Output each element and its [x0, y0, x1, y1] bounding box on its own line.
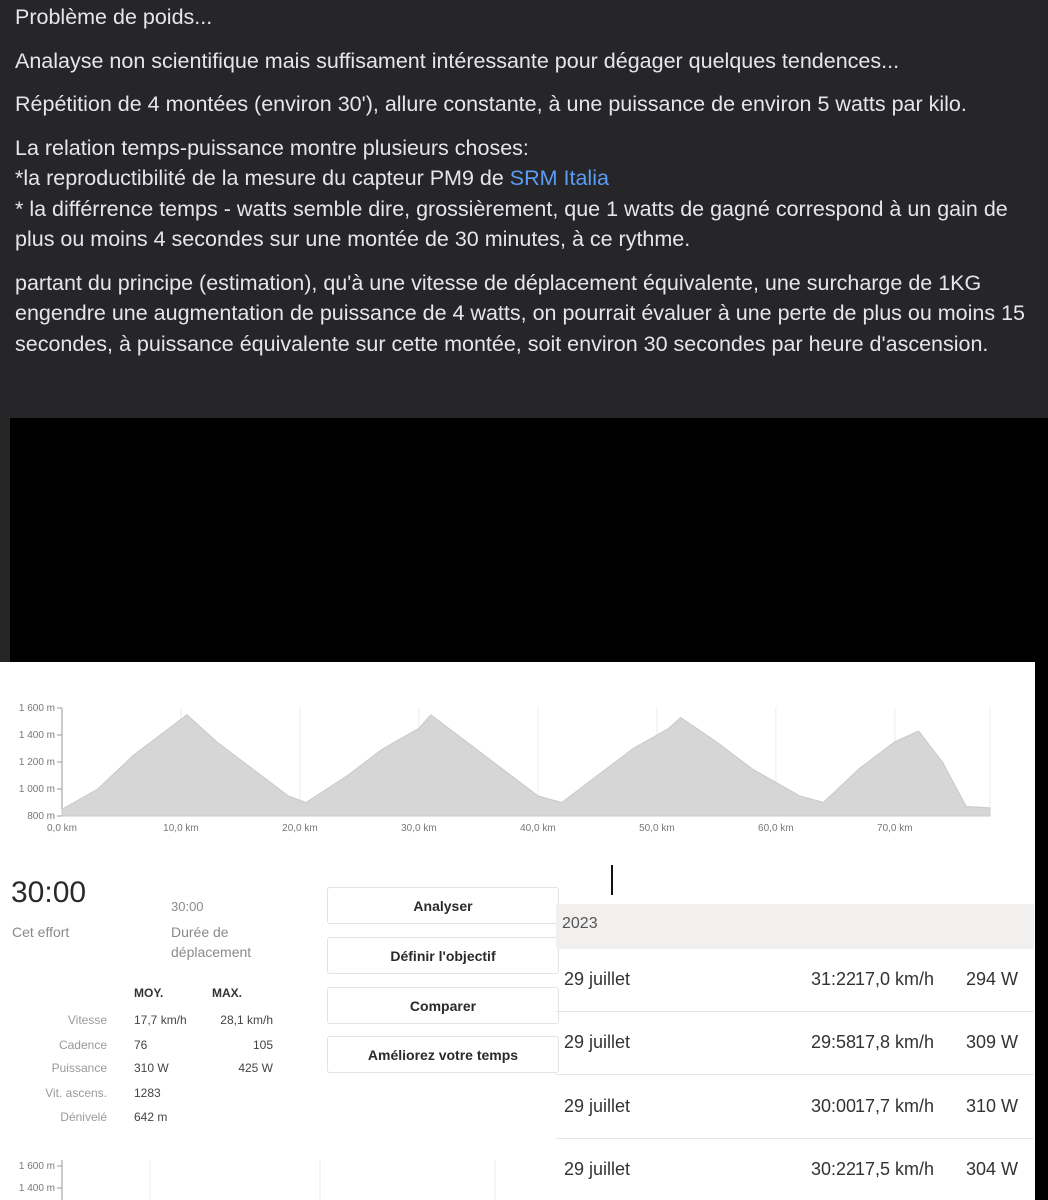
history-date: 29 juillet	[564, 1096, 631, 1116]
srm-italia-link[interactable]: SRM Italia	[509, 166, 609, 190]
history-date: 29 juillet	[564, 1159, 631, 1179]
compare-button[interactable]: Comparer	[327, 987, 559, 1024]
y-tick-label: 1 200 m	[18, 757, 55, 768]
history-date: 29 juillet	[564, 1032, 631, 1052]
stat-avg-elevation: 642 m	[134, 1110, 168, 1124]
x-tick-label: 70,0 km	[877, 823, 913, 834]
media-gutter	[0, 418, 10, 662]
y-tick-label: 1 600 m	[18, 703, 55, 714]
x-tick-label: 20,0 km	[282, 823, 318, 834]
stat-label-power: Puissance	[51, 1061, 107, 1075]
stat-avg-vam: 1283	[134, 1086, 161, 1100]
post-line: * la différrence temps - watts semble dire, grossièrement, que 1 watts de gagné correspond à un gain de plus ou moins 4 secondes sur une montée de 30 minutes, à ce rythme.	[15, 196, 1008, 251]
post-line: *la reproductibilité de la mesure du capteur PM9 de	[15, 166, 510, 190]
segment-elevation-chart	[0, 1156, 545, 1200]
elevation-area	[62, 715, 990, 816]
x-tick-label: 30,0 km	[401, 823, 437, 834]
history-date: 29 juillet	[564, 969, 631, 989]
improve-time-button[interactable]: Améliorez votre temps	[327, 1036, 559, 1073]
x-tick-label: 60,0 km	[758, 823, 794, 834]
stat-label-vam: Vit. ascens.	[45, 1086, 107, 1100]
history-power: 304 W	[965, 1159, 1018, 1179]
post-paragraph-2: Répétition de 4 montées (environ 30'), allure constante, à une puissance de environ 5 watts par kilo.	[15, 92, 967, 116]
set-goal-button[interactable]: Définir l'objectif	[327, 937, 559, 974]
history-row[interactable]	[556, 1139, 1034, 1200]
stat-max-power: 425 W	[238, 1061, 273, 1075]
y-tick-label: 1 400 m	[18, 1183, 55, 1194]
y-tick-label: 1 600 m	[18, 1161, 55, 1172]
post-paragraph-1: Analayse non scientifique mais suffisament intéressante pour dégager quelques tendences...	[15, 48, 900, 73]
x-tick-label: 0,0 km	[46, 823, 78, 834]
y-tick-label: 800 m	[27, 811, 55, 822]
elevation-profile-chart	[0, 692, 1000, 842]
history-row[interactable]	[556, 1012, 1034, 1075]
stats-header-avg: MOY.	[134, 986, 164, 1000]
history-power: 294 W	[965, 969, 1018, 989]
history-power: 310 W	[965, 1096, 1018, 1116]
media-placeholder	[10, 418, 1048, 662]
history-time: 30:00	[810, 1096, 856, 1116]
history-power: 309 W	[965, 1032, 1018, 1052]
history-row[interactable]	[556, 1076, 1034, 1139]
history-time: 29:58	[810, 1032, 856, 1052]
stat-max-speed: 28,1 km/h	[220, 1013, 273, 1027]
stat-label-speed: Vitesse	[67, 1013, 107, 1027]
history-speed: 17,5 km/h	[854, 1159, 934, 1179]
stat-max-cadence: 105	[252, 1038, 273, 1052]
effort-label: Cet effort	[12, 924, 70, 940]
stat-label-elevation: Dénivelé	[60, 1110, 107, 1124]
moving-time-label: Durée de déplacement	[171, 924, 252, 960]
history-speed: 17,7 km/h	[854, 1096, 934, 1116]
history-year-header: 2023	[556, 904, 1034, 949]
x-tick-label: 50,0 km	[639, 823, 675, 834]
post-line: La relation temps-puissance montre plusieurs choses:	[15, 135, 529, 160]
history-speed: 17,0 km/h	[854, 969, 934, 989]
y-tick-label: 1 400 m	[18, 730, 55, 741]
post-paragraph-3	[15, 133, 1033, 255]
x-tick-label: 40,0 km	[520, 823, 556, 834]
analyze-button[interactable]: Analyser	[327, 887, 559, 924]
moving-time: 30:00	[171, 899, 204, 914]
post-title: Problème de poids...	[15, 5, 213, 29]
y-tick-label: 1 000 m	[18, 784, 55, 795]
stat-avg-speed: 17,7 km/h	[134, 1013, 187, 1027]
stat-label-cadence: Cadence	[58, 1038, 107, 1052]
stat-avg-cadence: 76	[134, 1038, 148, 1052]
history-time: 30:22	[810, 1159, 856, 1179]
history-speed: 17,8 km/h	[854, 1032, 934, 1052]
effort-time: 30:00	[11, 876, 87, 909]
stats-header-max: MAX.	[212, 986, 242, 1000]
x-tick-label: 10,0 km	[163, 823, 199, 834]
history-row[interactable]	[556, 949, 1034, 1012]
history-time: 31:22	[810, 969, 856, 989]
post-paragraph-4: partant du principe (estimation), qu'à une vitesse de déplacement équivalente, une surcharge de 1KG engendre une augmentation de puissance de 4 watts, on pourrait évaluer à une perte de plus ou moins 15 secondes, à puissance équivalente sur cette montée, soit environ 30 secondes par heure d'ascension.	[15, 270, 1025, 356]
activity-screenshot	[0, 662, 1048, 1200]
stat-avg-power: 310 W	[134, 1061, 169, 1075]
screenshot-edge	[1035, 662, 1048, 1200]
text-cursor	[611, 865, 613, 895]
post-text	[0, 0, 1048, 418]
